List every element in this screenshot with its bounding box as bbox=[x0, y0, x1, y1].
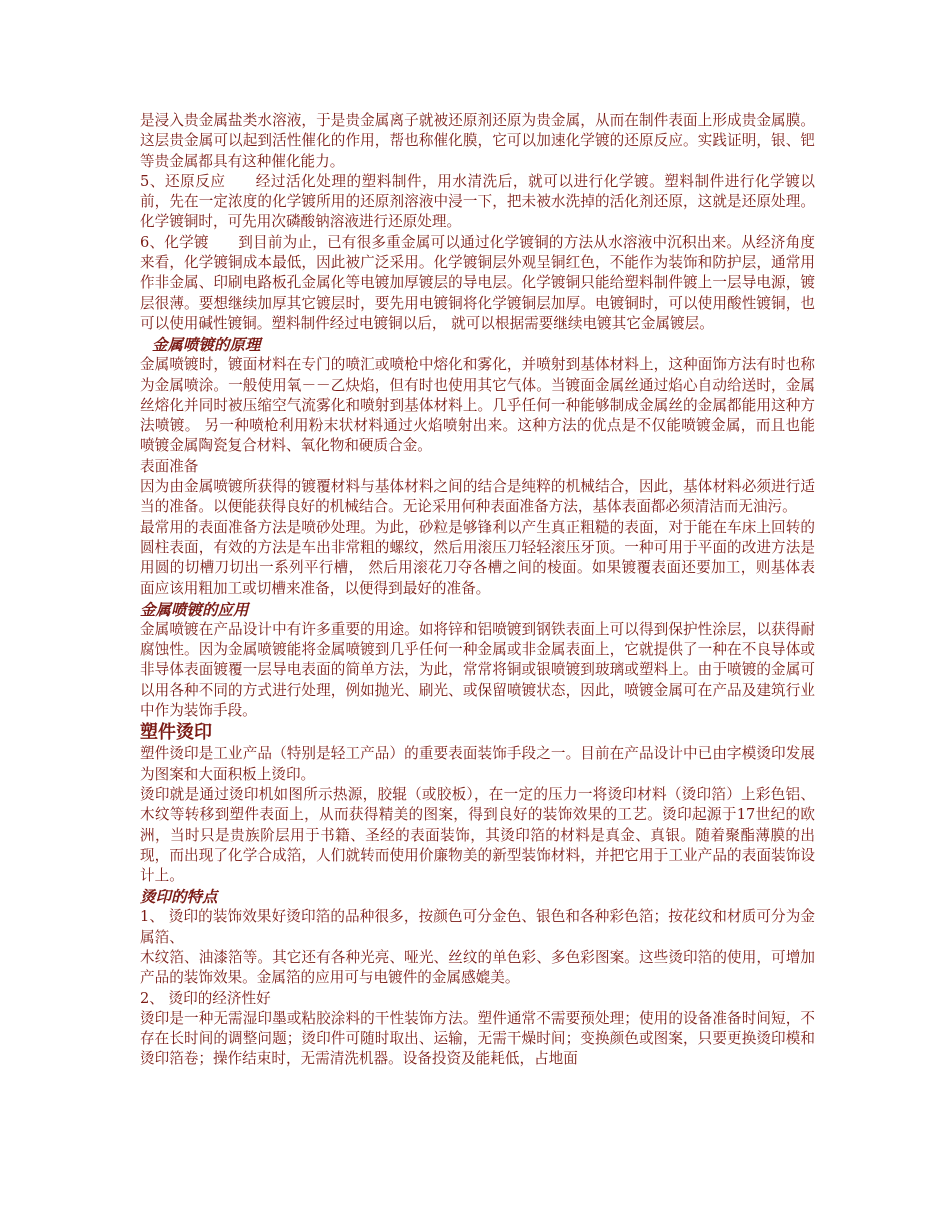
paragraph-chemical-plating: 6、化学镀 到目前为止，已有很多重金属可以通过化学镀铜的方法从水溶液中沉积出来。从经济角度来看，化学镀铜成本最低，因此被广泛采用。化学镀铜层外观呈铜红色，不能作为装饰和防护层，通常用作非金属、印刷电路板孔金属化等电镀加厚镀层的导电层。化学镀铜只能给塑料制件镀上一层导电源，镀层很薄。要想继续加厚其它镀层时，要先用电镀铜将化学镀铜层加厚。电镀铜时，可以使用酸性镀铜，也可以使用碱性镀铜。塑料制件经过电镀铜以后， 就可以根据需要继续电镀其它金属镀层。 bbox=[140, 233, 815, 332]
paragraph-spray-principle: 金属喷镀时，镀面材料在专门的喷汇或喷枪中熔化和雾化，并喷射到基体材料上，这种面饰方法有时也称为金属喷涂。一般使用氧－－乙炔焰，但有时也使用其它气体。当镀面金属丝通过焰心自动给送时，金属丝熔化并同时被压缩空气流雾化和喷射到基体材料上。几乎任何一种能够制成金属丝的金属都能用这种方法喷镀。 另一种喷枪利用粉末状材料通过火焰喷射出来。这种方法的优点是不仅能喷镀金属，而且也能喷镀金属陶瓷复合材料、氧化物和硬质合金。 bbox=[140, 356, 815, 455]
paragraph-hot-stamping-process: 烫印就是通过烫印机如图所示热源，胶辊（或胶板），在一定的压力一将烫印材料（烫印箔）上彩色铝、木纹等转移到塑件表面上，从而获得精美的图案，得到良好的装饰效果的工艺。烫印起源于17世纪的欧洲，当时只是贵族阶层用于书籍、圣经的表面装饰，其烫印箔的材料是真金、真银。随着聚酯薄膜的出现，而出现了化学合成箔，人们就转而使用价廉物美的新型装饰材料，并把它用于工业产品的表面装饰设计上。 bbox=[140, 785, 815, 885]
paragraph-feature-1b: 木纹箔、油漆箔等。其它还有各种光亮、哑光、丝纹的单色彩、多色彩图案。这些烫印箔的使用，可增加产品的装饰效果。金属箔的应用可与电镀件的金属感媲美。 bbox=[140, 948, 815, 987]
heading-spray-principle: 金属喷镀的原理 bbox=[152, 335, 261, 355]
paragraph-feature-2-body: 烫印是一种无需湿印墨或粘胶涂料的干性装饰方法。塑件通常不需要预处理；使用的设备准备时间短，不存在长时间的调整问题；烫印件可随时取出、运输，无需干燥时间；变换颜色或图案，只要更换烫印模和烫印箔卷；操作结束时，无需清洗机器。设备投资及能耗低，占地面 bbox=[140, 1009, 815, 1068]
subheading-surface-prep: 表面准备 bbox=[140, 457, 199, 475]
paragraph-surface-prep-2: 最常用的表面准备方法是喷砂处理。为此，砂粒是够锋利以产生真正粗糙的表面，对于能在车床上回转的圆柱表面，有效的方法是车出非常粗的螺纹，然后用滚压刀轻轻滚压牙顶。一种可用于平面的改进方法是用圆的切槽刀切出一系列平行槽， 然后用滚花刀夺各槽之间的棱面。如果镀覆表面还要加工，则基体表面应该用粗加工或切槽来准备，以便得到最好的准备。 bbox=[140, 518, 815, 597]
paragraph-reduction: 5、还原反应 经过活化处理的塑料制件，用水清洗后，就可以进行化学镀。塑料制件进行化学镀以前，先在一定浓度的化学镀所用的还原剂溶液中浸一下，把未被水洗掉的活化剂还原，这就是还原处理。化学镀铜时，可先用次磷酸钠溶液进行还原处理。 bbox=[140, 172, 815, 231]
document-page bbox=[140, 111, 815, 1070]
paragraph-feature-2-title: 2、 烫印的经济性好 bbox=[140, 989, 271, 1007]
paragraph-catalyst: 是浸入贵金属盐类水溶液，于是贵金属离子就被还原剂还原为贵金属，从而在制件表面上形成贵金属膜。这层贵金属可以起到活性催化的作用，帮也称催化膜，它可以加速化学镀的还原反应。实践证明，银、钯等贵金属都具有这种催化能力。 bbox=[140, 112, 815, 170]
heading-spray-application: 金属喷镀的应用 bbox=[140, 599, 249, 619]
paragraph-hot-stamping-intro: 塑件烫印是工业产品（特别是轻工产品）的重要表面装饰手段之一。目前在产品设计中已由字模烫印发展为图案和大面积板上烫印。 bbox=[140, 745, 815, 783]
paragraph-feature-1a: 1、 烫印的装饰效果好烫印箔的品种很多，按颜色可分金色、银色和各种彩色箔；按花纹和材质可分为金属箔、 bbox=[140, 908, 815, 946]
heading-hot-stamping: 塑件烫印 bbox=[140, 722, 212, 744]
paragraph-spray-application: 金属喷镀在产品设计中有许多重要的用途。如将锌和铝喷镀到钢铁表面上可以得到保护性涂层，以获得耐腐蚀性。因为金属喷镀能将金属喷镀到几乎任何一种金属或非金属表面上，它就提供了一种在不良导体或非导体表面镀覆一层导电表面的简单方法，为此，常常将铜或银喷镀到玻璃或塑料上。由于喷镀的金属可以用各种不同的方式进行处理，例如抛光、刷光、或保留喷镀状态，因此，喷镀金属可在产品及建筑行业中作为装饰手段。 bbox=[140, 620, 815, 720]
heading-stamping-features: 烫印的特点 bbox=[140, 887, 218, 907]
paragraph-surface-prep-1: 因为由金属喷镀所获得的镀覆材料与基体材料之间的结合是纯粹的机械结合，因此，基体材料必须进行适当的准备。以便能获得良好的机械结合。无论采用何种表面准备方法，基体表面都必须清洁而无油污。 bbox=[140, 478, 815, 516]
